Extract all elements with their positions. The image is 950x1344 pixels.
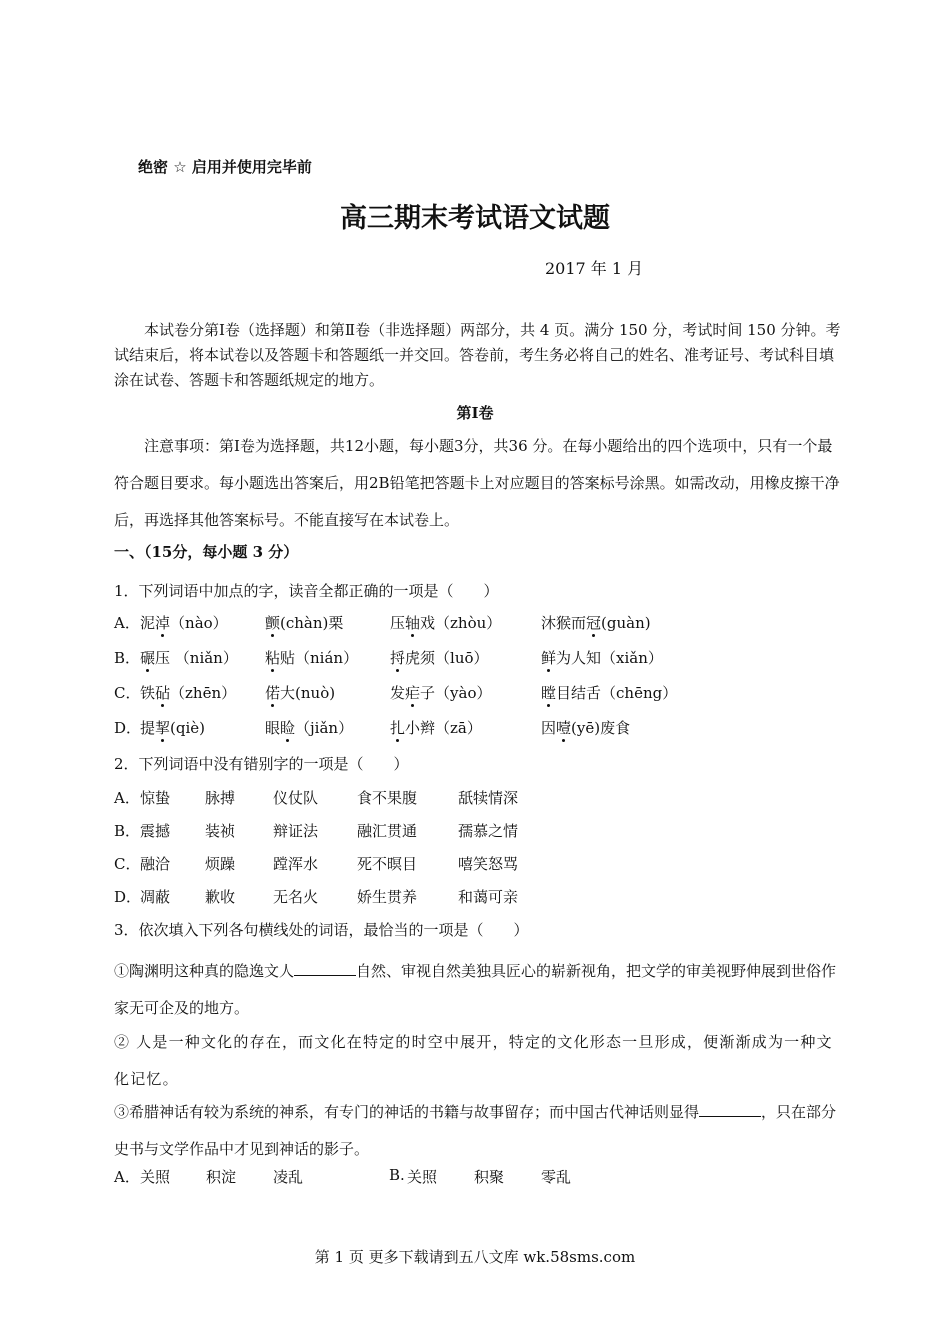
dotted-character: 轴 [405, 614, 421, 632]
q3-sentence-1: ①陶渊明这种真的隐逸文人 自然、审视自然美独具匠心的崭新视角，把文学的审美视野伸展到世俗作家无可企及的地方。 [114, 962, 837, 1017]
option-word [140, 717, 205, 738]
option-label: A． [114, 614, 140, 632]
dotted-character: 鲜 [541, 649, 557, 667]
option-word: 惊蛰 [140, 789, 171, 807]
option-word: 食不果腹 [357, 789, 418, 807]
option-word: 嘻笑怒骂 [458, 855, 519, 873]
page-footer: 第 1 页 更多下载请到五八文库 wk.58sms.com [314, 1248, 636, 1266]
word-prefix: 发 [390, 684, 406, 702]
dotted-character: 粘 [265, 649, 281, 667]
option-label: B． [114, 822, 141, 840]
option-word [265, 717, 353, 738]
section-heading: 一、（15分，每小题 3 分） [114, 543, 299, 561]
option-word [390, 682, 491, 703]
word-suffix: （jiǎn） [295, 719, 354, 737]
confidential-label: 绝密 ☆ 启用并使用完毕前 [138, 158, 312, 176]
option-word: 关照 [407, 1168, 438, 1186]
option-word: 无名火 [273, 888, 319, 906]
word-suffix: (yē)废食 [571, 719, 631, 737]
dotted-character: 颤 [265, 614, 281, 632]
option-word [541, 612, 651, 633]
option-word [140, 612, 228, 633]
exam-date: 2017 年 1 月 [545, 259, 644, 278]
option-word [265, 647, 358, 668]
dotted-character: 噎 [556, 719, 572, 737]
word-prefix: 压 [390, 614, 406, 632]
word-prefix: 提 [140, 719, 156, 737]
option-word [390, 612, 501, 633]
q2-option [114, 853, 844, 877]
option-word: 和蔼可亲 [458, 888, 519, 906]
option-word: 积淀 [206, 1168, 237, 1186]
option-label: B． [114, 649, 141, 667]
option-word: 凌乱 [273, 1168, 304, 1186]
word-suffix: （nào） [170, 614, 228, 632]
q3-sentence-2: ② 人是一种文化的存在，而文化在特定的时空中展开，特定的文化形态一旦形成，便渐渐成为一种文化记忆。 [114, 1033, 833, 1088]
q1-option [114, 612, 844, 636]
q2-option [114, 820, 844, 844]
q2-option [114, 886, 844, 910]
q3-options-row [114, 1166, 844, 1190]
option-word: 死不暝目 [357, 855, 418, 873]
word-suffix: （zhēn） [170, 684, 237, 702]
option-label: C． [114, 855, 141, 873]
dotted-character: 冠 [586, 614, 602, 632]
option-word [390, 647, 489, 668]
option-word: 融洽 [140, 855, 171, 873]
dotted-character: 挈 [155, 719, 171, 737]
option-label: A． [114, 789, 140, 807]
fill-blank [699, 1102, 761, 1117]
dotted-character: 疟 [405, 684, 421, 702]
option-word: 脉搏 [205, 789, 236, 807]
word-suffix: 虎须（luō） [405, 649, 489, 667]
word-prefix: 因 [541, 719, 557, 737]
word-suffix: (chàn)栗 [280, 614, 344, 632]
option-word: 仪仗队 [273, 789, 319, 807]
word-prefix: 眼 [265, 719, 281, 737]
option-label: C． [114, 684, 141, 702]
word-suffix: (guàn) [601, 614, 651, 632]
dotted-character: 碾 [140, 649, 156, 667]
option-label: B. [389, 1166, 405, 1184]
dotted-character: 偌 [265, 684, 281, 702]
dotted-character: 睑 [280, 719, 296, 737]
word-prefix: 泥 [140, 614, 156, 632]
dotted-character: 扎 [390, 719, 406, 737]
word-suffix: 目结舌（chēng） [556, 684, 678, 702]
option-word: 娇生贯养 [357, 888, 418, 906]
dotted-character: 捋 [390, 649, 406, 667]
intro-paragraph: 本试卷分第Ⅰ卷（选择题）和第Ⅱ卷（非选择题）两部分，共 4 页。满分 150 分，考试时间 150 分钟。考试结束后，将本试卷以及答题卡和答题纸一并交回。答卷前，考生务必将自己的姓名、准考证号、考试科目填涂在试卷、答题卡和答题纸规定的地方。 [114, 321, 841, 389]
option-word: 歉收 [205, 888, 236, 906]
option-word: 舐犊情深 [458, 789, 519, 807]
option-word [265, 682, 335, 703]
word-suffix: (qiè) [170, 719, 206, 737]
q1-option [114, 717, 844, 741]
option-word: 零乱 [541, 1168, 572, 1186]
option-word: 烦躁 [205, 855, 236, 873]
word-prefix: 沐猴而 [541, 614, 587, 632]
option-word [541, 682, 677, 703]
q1-option [114, 647, 844, 671]
option-word: 融汇贯通 [357, 822, 418, 840]
word-suffix: 大(nuò) [280, 684, 336, 702]
option-label: D． [114, 719, 142, 737]
word-suffix: 子（yào） [420, 684, 492, 702]
word-suffix: 贴（nián） [280, 649, 359, 667]
word-prefix: 铁 [140, 684, 156, 702]
option-word: 辩证法 [273, 822, 319, 840]
word-suffix: 压 （niǎn） [155, 649, 238, 667]
exam-title: 高三期末考试语文试题 [340, 203, 610, 234]
q2-option [114, 787, 844, 811]
q1-option [114, 682, 844, 706]
option-word: 孺慕之情 [458, 822, 519, 840]
word-suffix: 小辫（zā） [405, 719, 482, 737]
q1-stem: 1．下列词语中加点的字，读音全都正确的一项是（ ） [114, 582, 499, 600]
option-label: A． [114, 1168, 140, 1186]
option-word: 关照 [140, 1168, 171, 1186]
option-word: 震撼 [140, 822, 171, 840]
fill-blank [294, 961, 356, 976]
option-word [265, 612, 343, 633]
option-word: 积聚 [474, 1168, 505, 1186]
word-suffix: 为人知（xiǎn） [556, 649, 663, 667]
option-word [541, 647, 663, 668]
dotted-character: 淖 [155, 614, 171, 632]
dotted-character: 砧 [155, 684, 171, 702]
notice-paragraph: 注意事项：第Ⅰ卷为选择题，共12小题，每小题3分，共36 分。在每小题给出的四个选项中，只有一个最符合题目要求。每小题选出答案后，用2B铅笔把答题卡上对应题目的答案标号涂黑。如需改动，用橡皮擦干净后，再选择其他答案标号。不能直接写在本试卷上。 [114, 437, 840, 529]
volume-heading: 第Ⅰ卷 [456, 404, 494, 422]
option-word [541, 717, 630, 738]
dotted-character: 瞠 [541, 684, 557, 702]
option-word: 装祯 [205, 822, 236, 840]
option-word [390, 717, 482, 738]
q3-stem: 3．依次填入下列各句横线处的词语，最恰当的一项是（ ） [114, 921, 529, 939]
option-word: 蹚浑水 [273, 855, 319, 873]
option-word [140, 647, 238, 668]
q2-stem: 2．下列词语中没有错别字的一项是（ ） [114, 755, 409, 773]
option-label: D． [114, 888, 142, 906]
q3-sentence-3: ③希腊神话有较为系统的神系，有专门的神话的书籍与故事留存；而中国古代神话则显得 ，只在部分史书与文学作品中才见到神话的影子。 [114, 1103, 837, 1158]
word-suffix: 戏（zhòu） [420, 614, 502, 632]
option-word: 凋蔽 [140, 888, 171, 906]
option-word [140, 682, 236, 703]
